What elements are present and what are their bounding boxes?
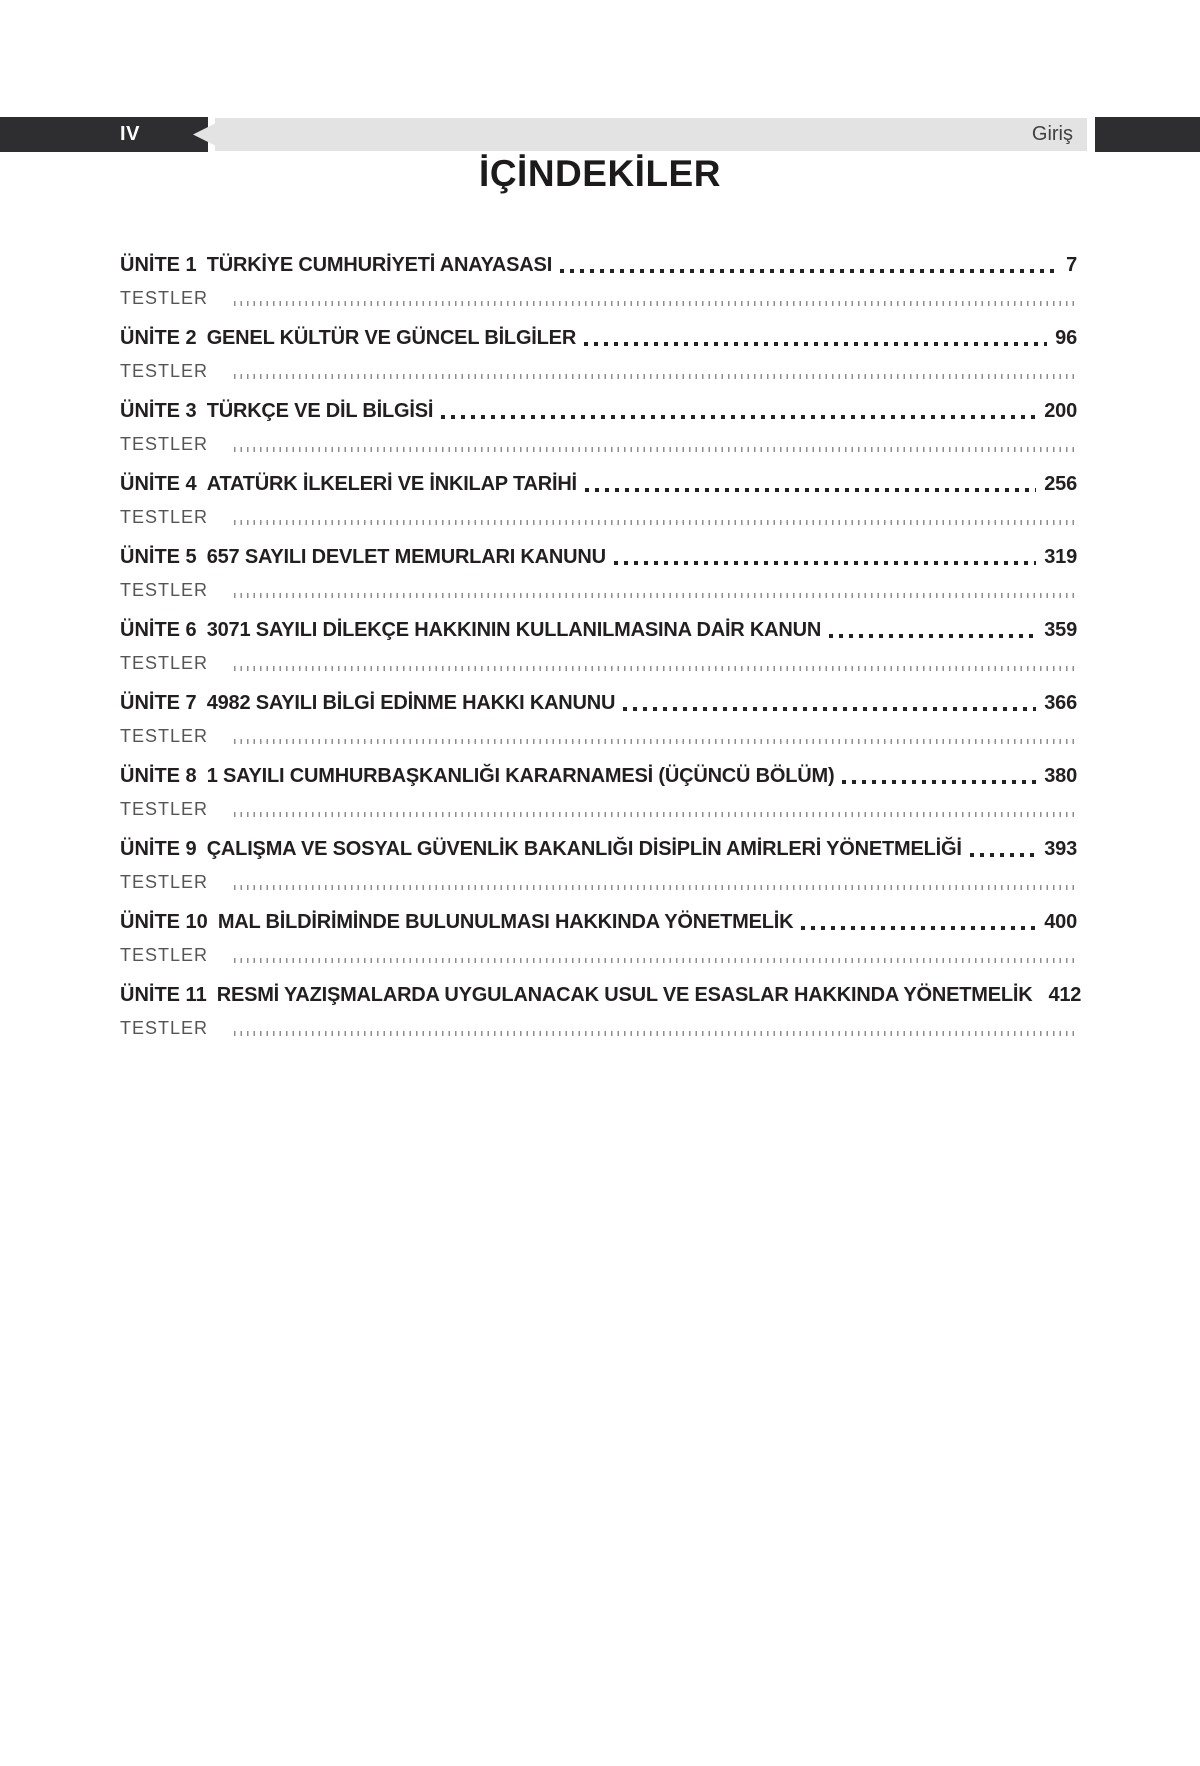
unit-title: MAL BİLDİRİMİNDE BULUNULMASI HAKKINDA YÖNETMELİK <box>217 911 794 933</box>
unit-title: GENEL KÜLTÜR VE GÜNCEL BİLGİLER <box>206 327 577 349</box>
unit-row <box>120 763 1077 789</box>
tests-row <box>120 651 1077 675</box>
header-band <box>0 117 1200 152</box>
unit-row <box>120 690 1077 716</box>
page-number: 256 <box>1044 473 1077 495</box>
tests-label: TESTLER <box>120 434 209 454</box>
dot-leader <box>560 269 1058 273</box>
unit-label: ÜNİTE 4 <box>120 473 197 495</box>
tests-label: TESTLER <box>120 945 209 965</box>
toc-entry <box>120 544 1077 602</box>
unit-label: ÜNİTE 2 <box>120 327 197 349</box>
toc-entry <box>120 763 1077 821</box>
dot-leader <box>614 561 1036 565</box>
tests-label: TESTLER <box>120 872 209 892</box>
tests-dot-leader <box>234 958 1077 963</box>
tests-label: TESTLER <box>120 580 209 600</box>
toc-entry <box>120 690 1077 748</box>
tests-label: TESTLER <box>120 1018 209 1038</box>
dot-leader <box>441 415 1036 419</box>
unit-label: ÜNİTE 9 <box>120 838 197 860</box>
unit-title: ÇALIŞMA VE SOSYAL GÜVENLİK BAKANLIĞI DİSİPLİN AMİRLERİ YÖNETMELİĞİ <box>206 838 962 860</box>
tests-label: TESTLER <box>120 361 209 381</box>
tests-dot-leader <box>234 447 1077 452</box>
dot-leader <box>842 780 1036 784</box>
unit-row <box>120 325 1077 351</box>
unit-label: ÜNİTE 11 <box>120 984 207 1006</box>
page-number: 200 <box>1044 400 1077 422</box>
toc-entry <box>120 982 1082 1040</box>
tests-dot-leader <box>234 812 1077 817</box>
unit-label: ÜNİTE 8 <box>120 765 197 787</box>
tests-dot-leader <box>234 885 1077 890</box>
tests-row <box>120 943 1077 967</box>
tests-row <box>120 724 1077 748</box>
tests-label: TESTLER <box>120 507 209 527</box>
page-number: 380 <box>1044 765 1077 787</box>
page-number-roman: IV <box>120 123 140 145</box>
unit-title: TÜRKÇE VE DİL BİLGİSİ <box>206 400 434 422</box>
tests-label: TESTLER <box>120 288 209 308</box>
toc-entry <box>120 836 1077 894</box>
dot-leader <box>970 853 1037 857</box>
tests-dot-leader <box>234 520 1077 525</box>
dot-leader <box>623 707 1036 711</box>
page-number: 7 <box>1066 254 1077 276</box>
tests-row <box>120 578 1077 602</box>
unit-row <box>120 617 1077 643</box>
toc-entry <box>120 398 1077 456</box>
page-number-tab <box>0 117 208 152</box>
page-number: 96 <box>1055 327 1077 349</box>
page-number: 366 <box>1044 692 1077 714</box>
dot-leader <box>585 488 1036 492</box>
tests-row <box>120 359 1077 383</box>
tests-dot-leader <box>234 666 1077 671</box>
unit-row <box>120 544 1077 570</box>
toc-entry <box>120 471 1077 529</box>
unit-row <box>120 252 1077 278</box>
page-number: 400 <box>1044 911 1077 933</box>
unit-row <box>120 909 1077 935</box>
unit-label: ÜNİTE 7 <box>120 692 197 714</box>
unit-title: 3071 SAYILI DİLEKÇE HAKKININ KULLANILMASINA DAİR KANUN <box>206 619 822 641</box>
unit-title: ATATÜRK İLKELERİ VE İNKILAP TARİHİ <box>206 473 577 495</box>
unit-label: ÜNİTE 5 <box>120 546 197 568</box>
page-number: 319 <box>1044 546 1077 568</box>
section-label: Giriş <box>1031 123 1073 145</box>
toc-entry <box>120 617 1077 675</box>
tests-label: TESTLER <box>120 726 209 746</box>
tests-dot-leader <box>234 739 1077 744</box>
unit-label: ÜNİTE 6 <box>120 619 197 641</box>
dot-leader <box>829 634 1036 638</box>
unit-title: 4982 SAYILI BİLGİ EDİNME HAKKI KANUNU <box>206 692 616 714</box>
page-title: İÇİNDEKİLER <box>479 153 721 194</box>
unit-label: ÜNİTE 1 <box>120 254 197 276</box>
page-number: 412 <box>1048 984 1082 1006</box>
unit-row <box>120 982 1082 1008</box>
page-number: 393 <box>1044 838 1077 860</box>
header-bar <box>215 118 1087 151</box>
unit-row <box>120 836 1077 862</box>
tests-row <box>120 286 1077 310</box>
tests-label: TESTLER <box>120 653 209 673</box>
unit-title: 657 SAYILI DEVLET MEMURLARI KANUNU <box>206 546 606 568</box>
unit-title: 1 SAYILI CUMHURBAŞKANLIĞI KARARNAMESİ (ÜÇÜNCÜ BÖLÜM) <box>206 765 835 787</box>
tests-row <box>120 797 1077 821</box>
toc-entry <box>120 325 1077 383</box>
toc-entry <box>120 909 1077 967</box>
tests-row <box>120 432 1077 456</box>
tests-label: TESTLER <box>120 799 209 819</box>
page-number: 359 <box>1044 619 1077 641</box>
toc-entry <box>120 252 1077 310</box>
tests-row <box>120 870 1077 894</box>
header-right-tab <box>1095 117 1200 152</box>
toc-list <box>120 252 1082 1055</box>
unit-row <box>120 398 1077 424</box>
unit-title: RESMİ YAZIŞMALARDA UYGULANACAK USUL VE ESASLAR HAKKINDA YÖNETMELİK <box>216 984 1033 1006</box>
tests-row <box>120 1016 1077 1040</box>
dot-leader <box>801 926 1036 930</box>
tests-dot-leader <box>234 1031 1077 1036</box>
tests-dot-leader <box>234 301 1077 306</box>
dot-leader <box>584 342 1047 346</box>
unit-label: ÜNİTE 10 <box>120 911 208 933</box>
tests-dot-leader <box>234 593 1077 598</box>
unit-row <box>120 471 1077 497</box>
unit-label: ÜNİTE 3 <box>120 400 197 422</box>
unit-title: TÜRKİYE CUMHURİYETİ ANAYASASI <box>206 254 553 276</box>
tests-dot-leader <box>234 374 1077 379</box>
tests-row <box>120 505 1077 529</box>
